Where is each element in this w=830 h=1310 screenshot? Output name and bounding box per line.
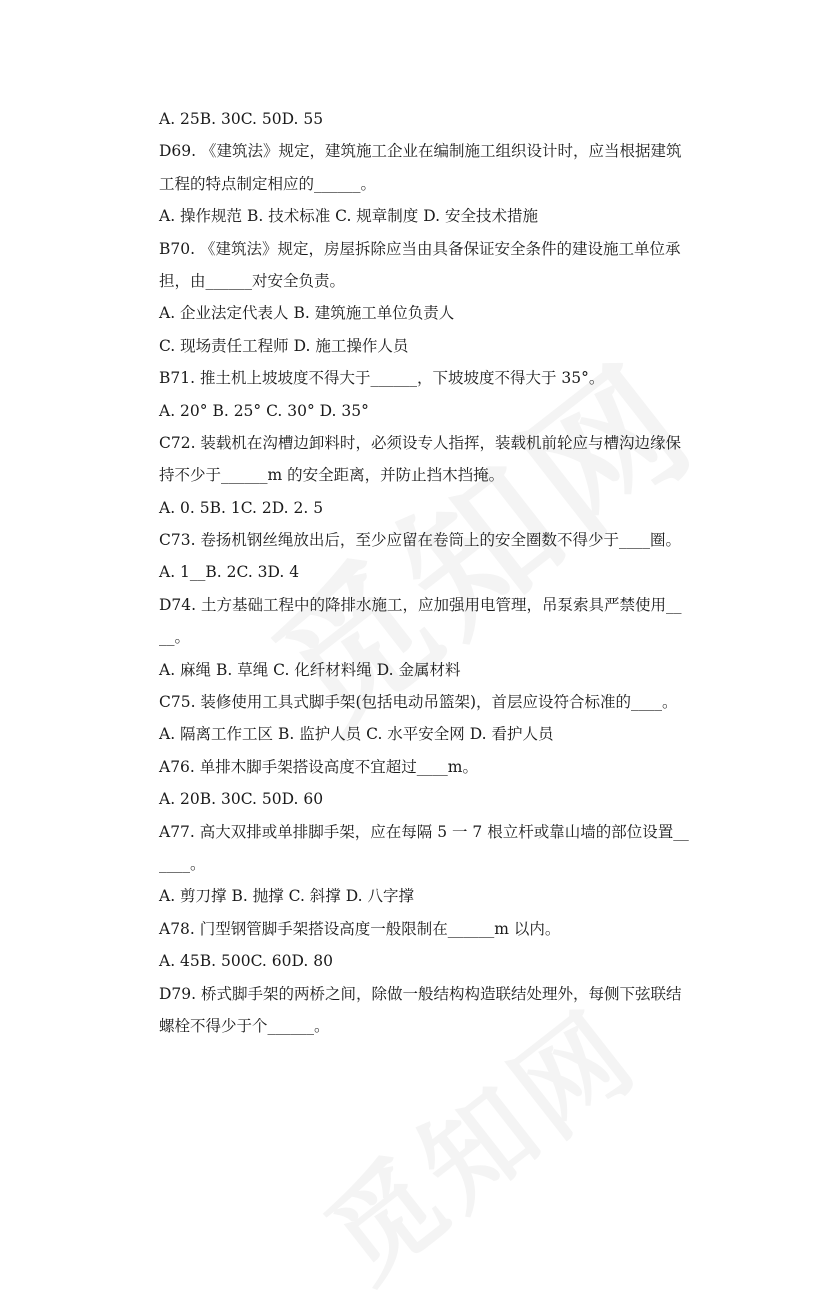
question-69-line-1: D69. 《建筑法》规定，建筑施工企业在编制施工组织设计时，应当根据建筑 <box>159 142 682 161</box>
question-72-line-1: C72. 装载机在沟槽边卸料时，必须设专人指挥，装载机前轮应与槽沟边缘保 <box>159 433 681 452</box>
question-76-options: A. 20B. 30C. 50D. 60 <box>159 790 324 809</box>
question-70-options-2: C. 现场责任工程师 D. 施工操作人员 <box>159 336 409 355</box>
question-69-line-2: 工程的特点制定相应的______。 <box>159 174 377 193</box>
question-77-line-2: ____。 <box>159 854 206 873</box>
question-74-line-1: D74. 土方基础工程中的降排水施工，应加强用电管理，吊泵索具严禁使用__ <box>159 595 682 614</box>
question-79-line-2: 螺栓不得少于个______。 <box>159 1016 330 1035</box>
question-70-options-1: A. 企业法定代表人 B. 建筑施工单位负责人 <box>159 304 455 323</box>
question-77-line-1: A77. 高大双排或单排脚手架，应在每隔 5 一 7 根立杆或靠山墙的部位设置__ <box>159 822 689 841</box>
question-69-options: A. 操作规范 B. 技术标准 C. 规章制度 D. 安全技术措施 <box>159 207 538 226</box>
question-75-line-1: C75. 装修使用工具式脚手架(包括电动吊篮架)，首层应设符合标准的____。 <box>159 693 678 712</box>
question-70-line-1: B70. 《建筑法》规定，房屋拆除应当由具备保证安全条件的建设施工单位承 <box>159 239 681 258</box>
question-70-line-2: 担，由______对安全负责。 <box>159 271 346 290</box>
question-78-options: A. 45B. 500C. 60D. 80 <box>159 952 333 971</box>
question-73-line-1: C73. 卷扬机钢丝绳放出后，至少应留在卷筒上的安全圈数不得少于____圈。 <box>159 531 681 550</box>
document-body <box>159 103 719 1042</box>
question-79-line-1: D79. 桥式脚手架的两桥之间，除做一般结构构造联结处理外，每侧下弦联结 <box>159 984 682 1003</box>
answer-options-prev: A. 25B. 30C. 50D. 55 <box>159 110 324 128</box>
question-73-options: A. 1__B. 2C. 3D. 4 <box>159 563 300 582</box>
question-72-line-2: 持不少于______m 的安全距离，并防止挡木挡掩。 <box>159 466 505 485</box>
question-71-line-1: B71. 推土机上坡坡度不得大于______，下坡坡度不得大于 35°。 <box>159 369 605 388</box>
question-74-options: A. 麻绳 B. 草绳 C. 化纤材料绳 D. 金属材料 <box>159 660 461 679</box>
question-76-line-1: A76. 单排木脚手架搭设高度不宜超过____m。 <box>159 757 478 776</box>
question-74-line-2: __。 <box>159 628 191 647</box>
question-72-options: A. 0. 5B. 1C. 2D. 2. 5 <box>159 498 324 517</box>
question-78-line-1: A78. 门型钢管脚手架搭设高度一般限制在______m 以内。 <box>159 919 561 938</box>
question-77-options: A. 剪刀撑 B. 抛撑 C. 斜撑 D. 八字撑 <box>159 887 414 906</box>
question-71-options: A. 20° B. 25° C. 30° D. 35° <box>159 401 369 420</box>
question-75-options: A. 隔离工作工区 B. 监护人员 C. 水平安全网 D. 看护人员 <box>159 725 554 744</box>
